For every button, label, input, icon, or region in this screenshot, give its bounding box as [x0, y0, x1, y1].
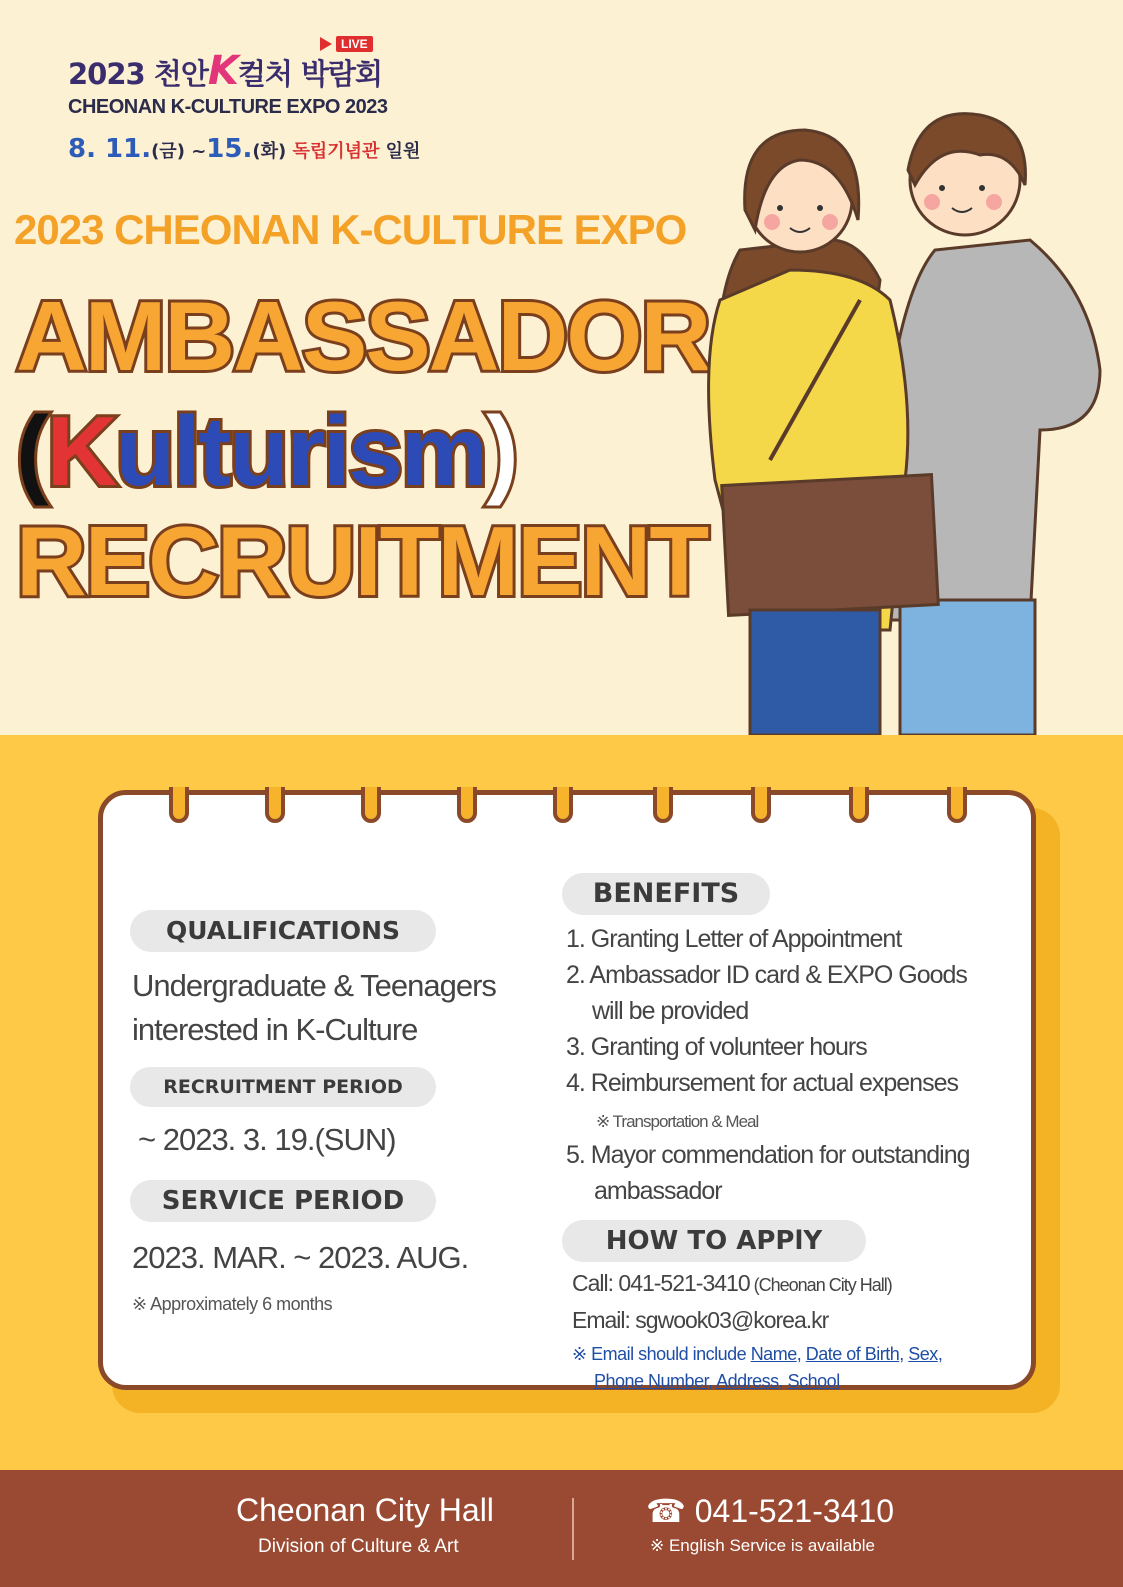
- expo-logo-korean: 2023 천안K컬처 박람회: [68, 48, 383, 94]
- footer-org: Cheonan City Hall: [236, 1492, 494, 1528]
- ring-icon: [748, 785, 774, 827]
- footer-divider: [572, 1498, 574, 1560]
- ring-icon: [550, 785, 576, 827]
- footer: [0, 1470, 1123, 1587]
- students-illustration: [680, 100, 1120, 735]
- expo-logo-english: CHEONAN K-CULTURE EXPO 2023: [68, 96, 388, 118]
- service-period-note: ※ Approximately 6 months: [132, 1294, 333, 1314]
- benefit-3: 3. Granting of volunteer hours: [566, 1033, 867, 1061]
- apply-call: Call: 041-521-3410 (Cheonan City Hall): [572, 1270, 892, 1296]
- benefit-2: 2. Ambassador ID card & EXPO Goods: [566, 961, 967, 989]
- ring-icon: [166, 785, 192, 827]
- service-period-value: 2023. MAR. ~ 2023. AUG.: [132, 1240, 469, 1275]
- qualifications-line-1: Undergraduate & Teenagers: [132, 968, 496, 1003]
- service-period-label: SERVICE PERIOD: [130, 1180, 436, 1222]
- ring-icon: [262, 785, 288, 827]
- benefit-2-cont: will be provided: [592, 997, 749, 1025]
- benefits-label: BENEFITS: [562, 873, 770, 915]
- ambassador-heading: AMBASSADOR: [16, 281, 710, 391]
- ring-icon: [944, 785, 970, 827]
- qualifications-label: QUALIFICATIONS: [130, 910, 436, 952]
- kulturism-heading: (Kulturism): [16, 396, 517, 506]
- k-logo-mark: K: [207, 48, 238, 94]
- recruitment-period-value: ~ 2023. 3. 19.(SUN): [138, 1122, 396, 1157]
- ring-icon: [358, 785, 384, 827]
- qualifications-line-2: interested in K-Culture: [132, 1012, 418, 1047]
- recruitment-heading: RECRUITMENT: [16, 506, 708, 616]
- expo-dates: 8. 11.(금) ~15.(화) 독립기념관 일원: [68, 134, 421, 164]
- footer-division: Division of Culture & Art: [258, 1536, 459, 1557]
- play-icon: [320, 37, 332, 51]
- live-badge: LIVE: [336, 36, 373, 52]
- ring-icon: [650, 785, 676, 827]
- ring-icon: [454, 785, 480, 827]
- how-to-apply-label: HOW TO APPlY: [562, 1220, 866, 1262]
- benefit-1: 1. Granting Letter of Appointment: [566, 925, 902, 953]
- footer-english-note: ※ English Service is available: [650, 1536, 875, 1555]
- expo-title: 2023 CHEONAN K-CULTURE EXPO: [14, 206, 687, 253]
- benefit-4: 4. Reimbursement for actual expenses: [566, 1069, 958, 1097]
- benefit-5: 5. Mayor commendation for outstanding: [566, 1141, 970, 1169]
- benefit-4-note: ※ Transportation & Meal: [596, 1112, 759, 1131]
- benefit-5-cont: ambassador: [594, 1177, 722, 1205]
- ring-icon: [846, 785, 872, 827]
- email-requirements-note: ※ Email should include Name, Date of Birth, Sex,: [572, 1344, 943, 1364]
- footer-phone: ☎ 041-521-3410: [646, 1493, 895, 1529]
- apply-email: Email: sgwook03@korea.kr: [572, 1307, 829, 1333]
- recruitment-period-label: RECRUITMENT PERIOD: [130, 1067, 436, 1107]
- email-requirements-note-cont: Phone Number, Address, School: [594, 1371, 840, 1391]
